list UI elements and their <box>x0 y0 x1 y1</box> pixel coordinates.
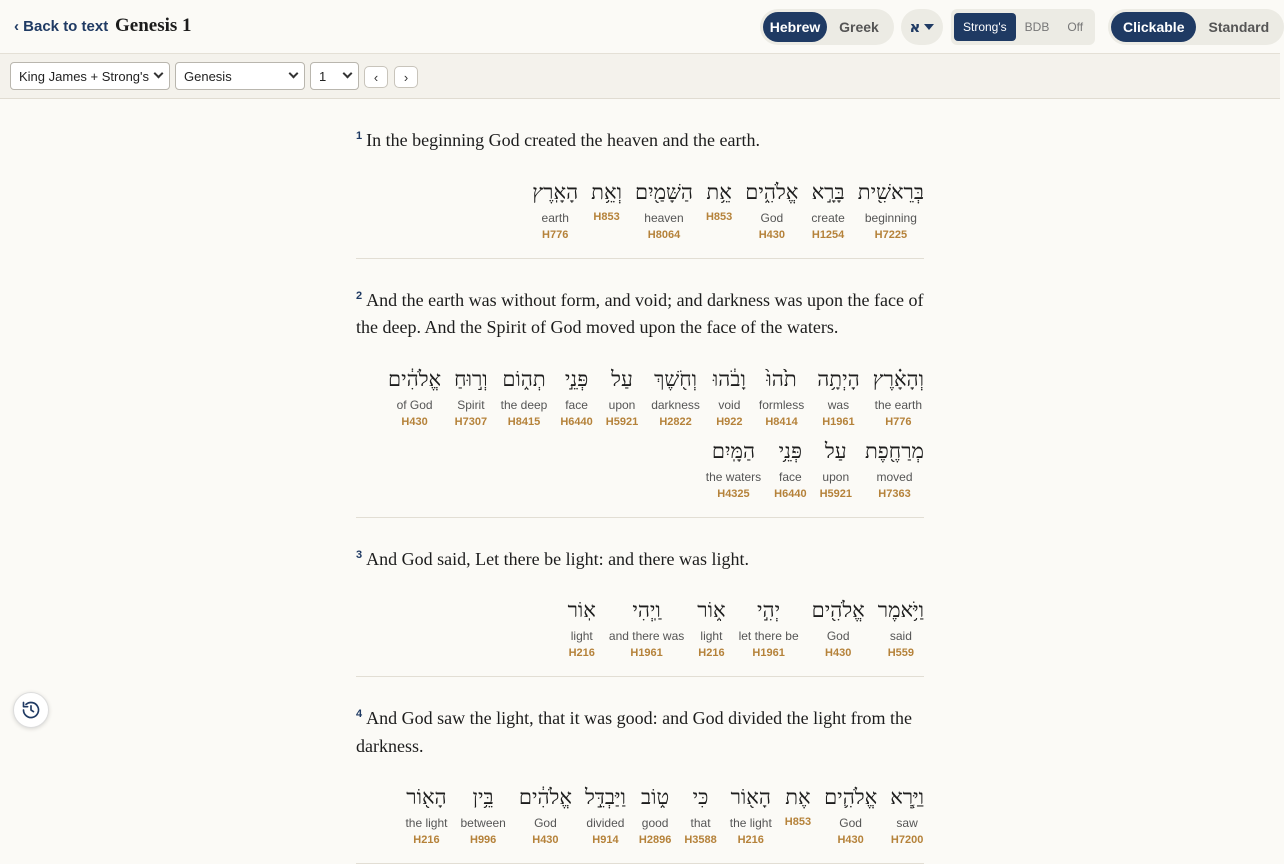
book-select-value: Genesis <box>184 68 232 84</box>
strongs-number-link[interactable]: H1961 <box>630 647 663 659</box>
strongs-number-link[interactable]: H6440 <box>774 487 807 500</box>
back-to-text-link[interactable]: ‹ Back to text <box>14 18 109 35</box>
chevron-down-icon <box>343 69 353 79</box>
word-gloss: God <box>760 210 784 225</box>
word-gloss: of God <box>396 397 433 412</box>
version-select[interactable] <box>10 62 170 90</box>
word-gloss: between <box>460 816 506 830</box>
strongs-number-link[interactable]: H7200 <box>890 834 924 846</box>
interlinear-word[interactable] <box>759 364 804 428</box>
strongs-number-link[interactable]: H7225 <box>874 228 908 241</box>
verse-english-text: In the beginning God created the heaven and the earth. <box>366 130 760 150</box>
previous-chapter-button[interactable]: ‹ <box>364 66 388 88</box>
interlinear-words <box>356 364 924 500</box>
history-icon <box>21 700 41 720</box>
hebrew-word: אֱלֹהִ֑ים <box>745 179 799 204</box>
verse-block <box>356 518 924 678</box>
verse-text <box>356 283 924 342</box>
verse-text <box>356 542 924 574</box>
strongs-number-link[interactable]: H776 <box>542 228 569 241</box>
interlinear-word[interactable] <box>585 782 626 846</box>
word-gloss: that <box>690 816 711 830</box>
hebrew-word: וְהָאָ֗רֶץ <box>872 366 924 391</box>
strongs-number-link[interactable]: H430 <box>825 647 852 659</box>
strongs-number-link[interactable]: H1961 <box>752 647 785 659</box>
strongs-number-link[interactable]: H776 <box>885 415 912 428</box>
version-select-value: King James + Strong's <box>19 68 150 84</box>
verse-text <box>356 123 924 155</box>
word-gloss: let there be <box>738 629 799 643</box>
word-gloss: formless <box>758 397 805 412</box>
hebrew-word: וְחֹ֖שֶׁךְ <box>654 366 698 391</box>
interlinear-words <box>356 782 924 846</box>
verse-block <box>356 99 924 259</box>
strongs-number-link[interactable]: H430 <box>532 834 559 846</box>
hebrew-word: אֵ֥ת <box>706 179 732 204</box>
strongs-number-link[interactable]: H853 <box>705 210 733 223</box>
strongs-number-link[interactable]: H1961 <box>822 415 855 428</box>
word-gloss: was <box>827 397 850 412</box>
interlinear-word[interactable] <box>639 782 671 846</box>
word-gloss: face <box>565 397 588 412</box>
hebrew-word: ט֑וֹב <box>641 785 670 809</box>
hebrew-word: אֱלֹהִ֔ים <box>518 785 572 809</box>
verse-block <box>356 259 924 518</box>
interlinear-word[interactable] <box>651 364 700 428</box>
word-gloss: light <box>570 629 593 643</box>
word-gloss: moved <box>876 469 913 484</box>
interlinear-word[interactable] <box>713 364 746 428</box>
verse-number: 2 <box>356 289 363 302</box>
hebrew-word: וְר֣וּחַ <box>454 366 488 391</box>
hebrew-word: הַמָּֽיִם <box>711 438 756 463</box>
hebrew-word: הָא֖וֹר <box>730 785 771 809</box>
interlinear-word[interactable] <box>519 782 572 846</box>
lexicon-toggle <box>951 9 1095 45</box>
interlinear-word[interactable] <box>820 436 852 500</box>
hebrew-word: וַיַּ֧רְא <box>890 785 924 809</box>
hebrew-word: הָא֖וֹר <box>406 785 447 809</box>
interlinear-word[interactable] <box>460 782 505 846</box>
hebrew-word: וָבֹ֔הוּ <box>712 366 746 391</box>
word-gloss: earth <box>541 210 569 225</box>
word-gloss: beginning <box>864 210 917 225</box>
book-select[interactable] <box>175 62 305 90</box>
script-menu <box>901 9 943 45</box>
verse-number: 3 <box>356 548 363 561</box>
interlinear-word[interactable] <box>817 364 859 428</box>
strongs-number-link[interactable]: H8415 <box>507 415 541 428</box>
strongs-number-link[interactable]: H5921 <box>819 487 852 500</box>
hebrew-word: אֽוֹר <box>567 598 596 622</box>
interlinear-word[interactable] <box>532 177 578 241</box>
mode-toggle <box>1108 9 1284 45</box>
language-option-hebrew[interactable]: Hebrew <box>763 12 827 42</box>
word-gloss: said <box>889 629 912 643</box>
interlinear-word[interactable] <box>730 782 772 846</box>
language-toggle <box>760 9 894 45</box>
interlinear-word[interactable] <box>774 436 806 500</box>
interlinear-word[interactable] <box>635 177 693 241</box>
word-gloss: the waters <box>705 469 762 484</box>
strongs-number-link[interactable]: H430 <box>401 415 428 428</box>
mode-option-clickable[interactable]: Clickable <box>1111 12 1196 42</box>
interlinear-word[interactable] <box>785 782 811 846</box>
interlinear-word[interactable] <box>811 177 844 241</box>
language-option-greek[interactable]: Greek <box>839 19 879 35</box>
word-gloss: upon <box>608 397 636 412</box>
interlinear-word[interactable] <box>501 364 548 428</box>
word-gloss: light <box>700 629 723 643</box>
alef-label: א <box>909 18 921 36</box>
page-title: Genesis 1 <box>115 15 192 36</box>
strongs-number-link[interactable]: H216 <box>698 647 725 659</box>
history-button[interactable] <box>13 692 49 728</box>
verse-list <box>356 99 924 864</box>
verse-number: 1 <box>356 130 363 142</box>
interlinear-word[interactable] <box>873 364 924 428</box>
interlinear-word[interactable] <box>697 595 725 659</box>
strongs-number-link[interactable]: H853 <box>784 816 812 828</box>
strongs-number-link[interactable]: H853 <box>593 210 620 223</box>
next-chapter-button[interactable]: › <box>394 66 418 88</box>
interlinear-word[interactable] <box>706 177 732 241</box>
hebrew-word: אֱלֹהִ֛ים <box>824 785 878 809</box>
hebrew-word: וַֽיְהִי <box>632 598 661 622</box>
interlinear-words <box>356 177 924 241</box>
hebrew-word: עַל <box>611 366 633 391</box>
interlinear-words <box>356 595 924 659</box>
interlinear-word[interactable] <box>591 177 622 241</box>
hebrew-word: מְרַחֶ֖פֶת <box>864 438 924 463</box>
interlinear-word[interactable] <box>560 364 592 428</box>
strongs-number-link[interactable]: H430 <box>837 834 864 846</box>
script-dropdown-button[interactable] <box>910 18 935 36</box>
strongs-number-link[interactable]: H7363 <box>878 487 911 500</box>
word-gloss: Spirit <box>457 397 485 412</box>
hebrew-word: אֱלֹהִ֔ים <box>388 366 442 391</box>
interlinear-word[interactable] <box>890 782 924 846</box>
strongs-number-link[interactable]: H5921 <box>605 415 639 428</box>
strongs-number-link[interactable]: H559 <box>887 647 915 659</box>
verse-english-text: And God said, Let there be light: and there was light. <box>366 548 750 569</box>
word-gloss: create <box>811 210 845 225</box>
top-bar <box>0 0 1280 54</box>
hebrew-word: א֑וֹר <box>697 598 726 622</box>
strongs-number-link[interactable]: H922 <box>716 415 743 428</box>
hebrew-word: כִּי <box>692 785 709 809</box>
mode-option-standard[interactable]: Standard <box>1208 19 1270 35</box>
hebrew-word: פְּנֵ֣י <box>564 366 589 391</box>
interlinear-word[interactable] <box>812 595 865 659</box>
interlinear-word[interactable] <box>454 364 488 428</box>
hebrew-word: וַיֹּ֥אמֶר <box>877 598 924 622</box>
word-gloss: good <box>641 816 669 830</box>
word-gloss: God <box>826 629 850 643</box>
word-gloss: the earth <box>874 397 923 412</box>
hebrew-word: יְהִ֣י <box>757 598 781 622</box>
strongs-number-link[interactable]: H996 <box>470 834 497 846</box>
interlinear-word[interactable] <box>606 364 638 428</box>
caret-down-icon <box>924 24 934 30</box>
strongs-number-link[interactable]: H7307 <box>454 415 488 428</box>
interlinear-word[interactable] <box>706 436 761 500</box>
word-gloss: upon <box>822 469 850 484</box>
strongs-number-link[interactable]: H216 <box>737 834 764 846</box>
word-gloss: divided <box>586 816 625 830</box>
interlinear-word[interactable] <box>684 782 716 846</box>
hebrew-word: הָיְתָ֥ה <box>817 366 860 391</box>
interlinear-word[interactable] <box>865 436 924 500</box>
passage-toolbar <box>0 54 1280 99</box>
strongs-number-link[interactable]: H2822 <box>659 415 692 428</box>
interlinear-word[interactable] <box>739 595 799 659</box>
verse-english-text: And God saw the light, that it was good: and God divided the light from the darkness. <box>356 708 913 756</box>
strongs-number-link[interactable]: H3588 <box>684 834 717 846</box>
interlinear-word[interactable] <box>405 782 447 846</box>
strongs-number-link[interactable]: H914 <box>592 834 619 846</box>
strongs-number-link[interactable]: H6440 <box>560 415 593 428</box>
hebrew-word: הַשָּׁמַ֖יִם <box>634 179 693 204</box>
interlinear-word[interactable] <box>388 364 441 428</box>
word-gloss: darkness <box>651 397 700 412</box>
word-gloss: the deep <box>500 397 548 412</box>
hebrew-word: אֱלֹהִ֖ים <box>811 598 865 622</box>
hebrew-word: וַיַּבְדֵּ֣ל <box>584 785 626 809</box>
verse-english-text: And the earth was without form, and void; and darkness was upon the face of the deep. And the Spirit of God moved upon the face of the waters. <box>356 289 924 337</box>
word-gloss: the light <box>405 816 448 830</box>
word-gloss: the light <box>729 816 772 830</box>
chapter-select[interactable] <box>310 62 359 90</box>
chevron-down-icon <box>154 69 164 79</box>
interlinear-word[interactable] <box>609 595 684 659</box>
hebrew-word: פְּנֵ֥י <box>778 438 803 463</box>
verse-text <box>356 701 924 760</box>
hebrew-word: בֵּ֥ין <box>472 785 494 809</box>
word-gloss: heaven <box>644 210 684 225</box>
lexicon-option-bdb[interactable]: BDB <box>1024 20 1050 34</box>
hebrew-word: תְה֑וֹם <box>502 366 546 391</box>
hebrew-word: בְּרֵאשִׁ֖ית <box>857 179 924 204</box>
strongs-number-link[interactable]: H216 <box>568 647 595 659</box>
word-gloss: God <box>839 816 862 830</box>
interlinear-word[interactable] <box>878 595 924 659</box>
hebrew-word: וְאֵ֥ת <box>591 179 622 204</box>
interlinear-word[interactable] <box>824 782 877 846</box>
lexicon-option-strongs[interactable]: Strong's <box>954 13 1016 41</box>
strongs-number-link[interactable]: H8064 <box>647 228 681 241</box>
interlinear-word[interactable] <box>568 595 596 659</box>
strongs-number-link[interactable]: H430 <box>758 228 785 241</box>
strongs-number-link[interactable]: H2896 <box>638 834 672 846</box>
interlinear-word[interactable] <box>745 177 798 241</box>
hebrew-word: תֹ֙הוּ֙ <box>766 366 797 391</box>
interlinear-word[interactable] <box>858 177 924 241</box>
chapter-select-value: 1 <box>319 68 327 84</box>
word-gloss: God <box>534 816 557 830</box>
word-gloss: void <box>718 397 741 412</box>
chevron-down-icon <box>289 69 299 79</box>
hebrew-word: אֶת <box>785 785 811 809</box>
strongs-number-link[interactable]: H4325 <box>717 487 750 500</box>
word-gloss: face <box>779 469 802 484</box>
strongs-number-link[interactable]: H8414 <box>765 415 798 428</box>
strongs-number-link[interactable]: H216 <box>413 834 440 846</box>
word-gloss: and there was <box>608 629 685 643</box>
hebrew-word: עַל <box>824 438 847 463</box>
strongs-number-link[interactable]: H1254 <box>811 228 845 241</box>
word-gloss: saw <box>896 816 918 830</box>
hebrew-word: בָּרָ֣א <box>811 179 845 204</box>
verse-block <box>356 677 924 864</box>
hebrew-word: הָאָֽרֶץ <box>532 179 579 204</box>
verse-number: 4 <box>356 708 363 720</box>
lexicon-option-off[interactable]: Off <box>1067 20 1084 34</box>
